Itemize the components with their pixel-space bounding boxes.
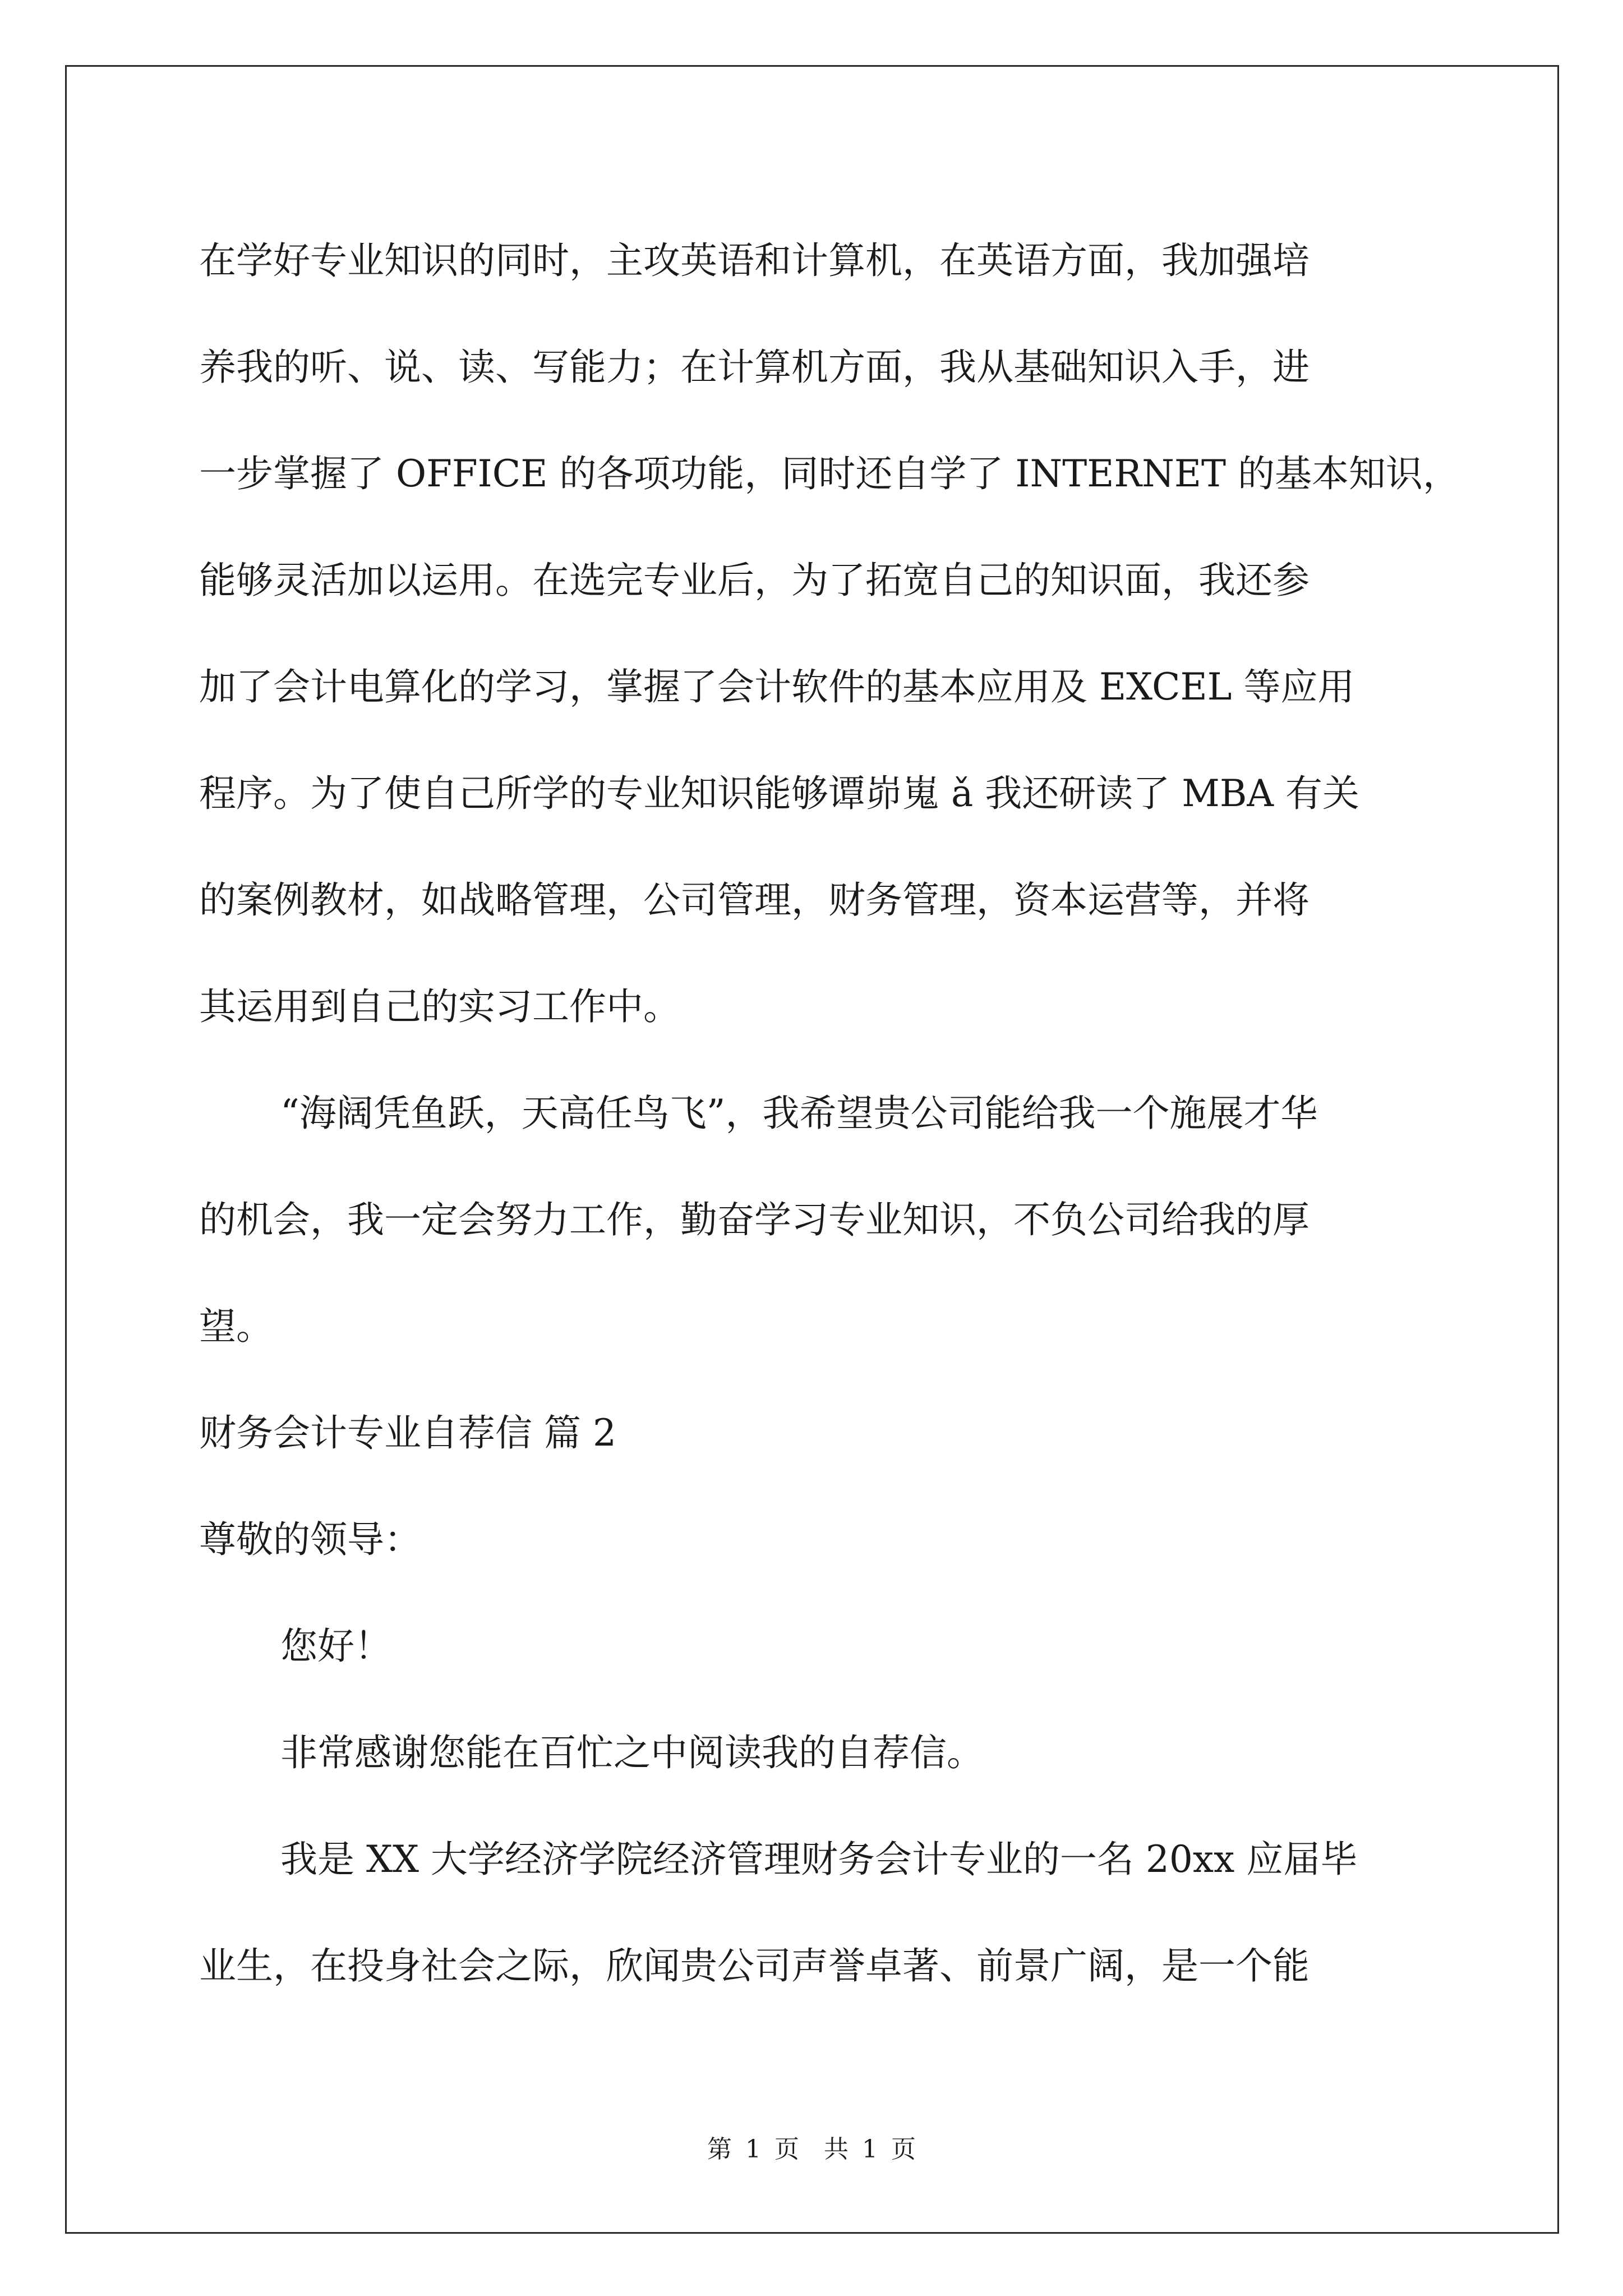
text-line: 业生，在投身社会之际，欣闻贵公司声誉卓著、前景广阔，是一个能: [199, 1944, 1310, 1987]
text-line: 在学好专业知识的同时，主攻英语和计算机，在英语方面，我加强培: [199, 239, 1310, 282]
greeting: 您好！: [280, 1625, 391, 1668]
text-line: 的案例教材，如战略管理，公司管理，财务管理，资本运营等，并将: [199, 878, 1310, 922]
text-line: 加了会计电算化的学习，掌握了会计软件的基本应用及 EXCEL 等应用: [199, 665, 1355, 708]
text-line: 非常感谢您能在百忙之中阅读我的自荐信。: [280, 1731, 984, 1774]
section-heading: 财务会计专业自荐信 篇 2: [199, 1411, 616, 1455]
text-line: 其运用到自己的实习工作中。: [199, 985, 680, 1028]
page-number: 第 1 页 共 1 页: [707, 2135, 916, 2164]
text-line: 一步掌握了 OFFICE 的各项功能，同时还自学了 INTERNET 的基本知识，: [199, 452, 1460, 495]
salutation: 尊敬的领导：: [199, 1518, 421, 1561]
text-line: 望。: [199, 1305, 273, 1348]
document-body: [199, 208, 1460, 2019]
text-line: 程序。为了使自己所学的专业知识能够谭峁嵬 ǎ 我还研读了 MBA 有关: [199, 772, 1360, 815]
text-line: 的机会，我一定会努力工作，勤奋学习专业知识，不负公司给我的厚: [199, 1198, 1310, 1241]
text-line: 养我的听、说、读、写能力；在计算机方面，我从基础知识入手，进: [199, 346, 1310, 389]
text-line: 我是 XX 大学经济学院经济管理财务会计专业的一名 20xx 应届毕: [280, 1838, 1358, 1881]
text-line: “海阔凭鱼跃，天高任鸟飞”，我希望贵公司能给我一个施展才华: [280, 1092, 1318, 1135]
text-line: 能够灵活加以运用。在选完专业后，为了拓宽自己的知识面，我还参: [199, 559, 1310, 602]
